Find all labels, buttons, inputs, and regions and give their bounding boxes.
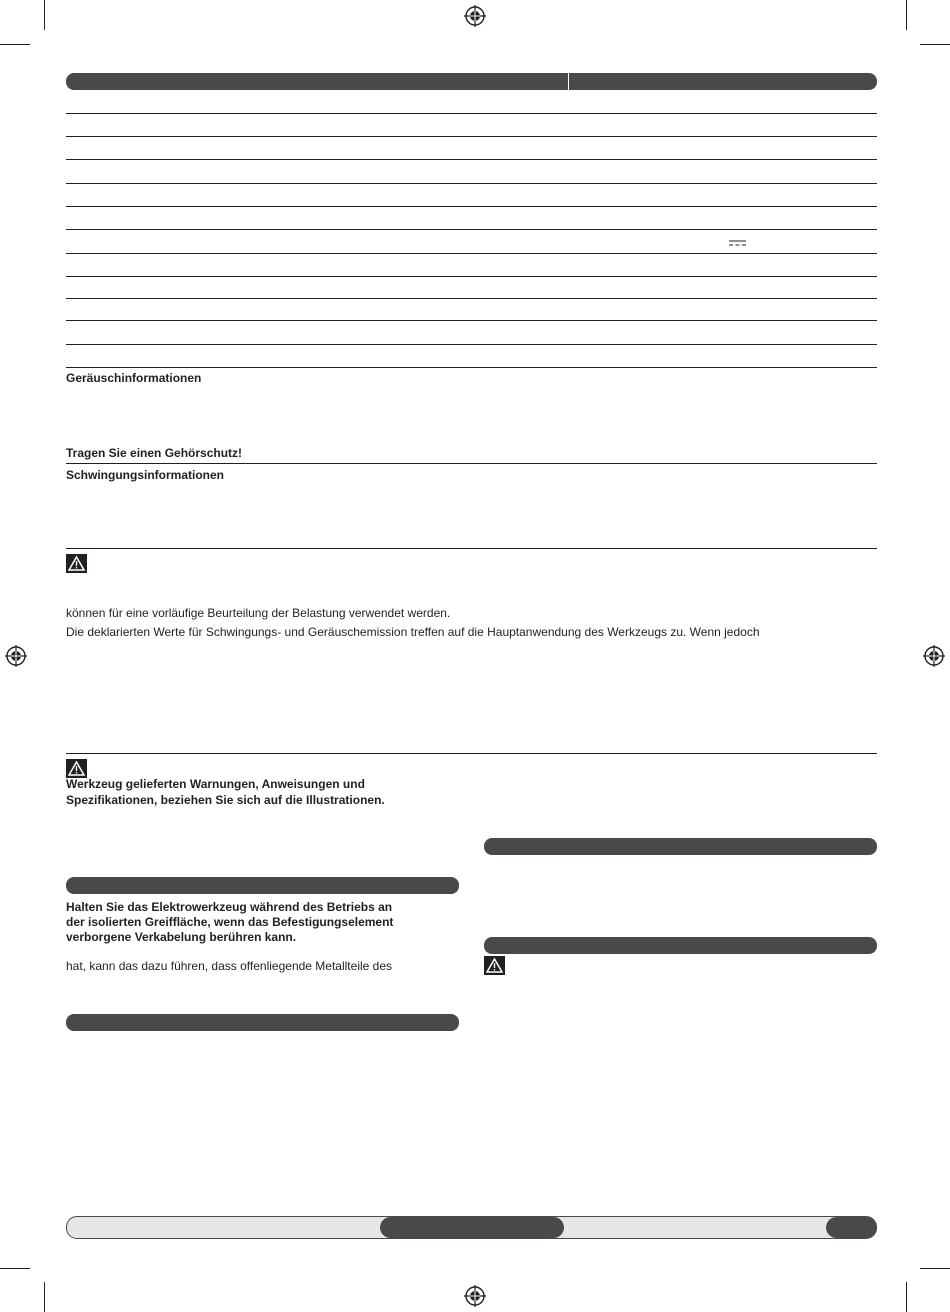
section-header-bar [484, 937, 877, 954]
vibration-info-heading: Schwingungsinformationen [66, 468, 224, 482]
safety-instruction-line: Halten Sie das Elektrowerkzeug während des Betriebs an [66, 900, 393, 914]
section-divider [66, 548, 877, 549]
registration-mark-icon [464, 5, 486, 27]
crop-mark [920, 44, 950, 45]
section-header-bar [66, 877, 459, 894]
registration-mark-icon [464, 1285, 486, 1307]
noise-info-heading: Geräuschinformationen [66, 371, 202, 385]
crop-mark [44, 1282, 45, 1312]
table-row-divider [66, 276, 877, 277]
crop-mark [906, 1282, 907, 1312]
warning-text-line: können für eine vorläufige Beurteilung der Belastung verwendet werden. [66, 606, 451, 620]
crop-mark [0, 1268, 30, 1269]
crop-mark [44, 0, 45, 30]
table-row-divider [66, 113, 877, 114]
crop-mark [920, 1268, 950, 1269]
table-row-divider [66, 367, 877, 368]
crop-mark [906, 0, 907, 30]
table-row-divider [66, 320, 877, 321]
warning-triangle-icon [66, 554, 87, 573]
safety-instruction-line: der isolierten Greiffläche, wenn das Befestigungselement [66, 915, 394, 929]
direct-current-icon [729, 239, 746, 247]
registration-mark-icon [5, 645, 27, 667]
table-row-divider [66, 344, 877, 345]
safety-instruction-line: verborgene Verkabelung berühren kann. [66, 930, 297, 944]
table-row-divider [66, 206, 877, 207]
table-row-divider [66, 136, 877, 137]
footer-page-tab [826, 1217, 877, 1238]
warning-text-line: Die deklarierten Werte für Schwingungs- und Geräuschemission treffen auf die Hauptanwendung des Werkzeugs zu. Wenn jedoch [66, 625, 760, 639]
section-header-bar [484, 838, 877, 855]
body-text-line: hat, kann das dazu führen, dass offenliegende Metallteile des [66, 959, 393, 973]
section-divider [66, 463, 877, 464]
warning-text-line: Werkzeug gelieferten Warnungen, Anweisungen und [66, 777, 365, 791]
registration-mark-icon [923, 645, 945, 667]
spec-table-header-left [66, 73, 568, 90]
table-row-divider [66, 159, 877, 160]
footer-center-tab [380, 1217, 564, 1238]
table-row-divider [66, 183, 877, 184]
section-header-bar [66, 1014, 459, 1031]
warning-triangle-icon [484, 956, 505, 975]
table-row-divider [66, 229, 877, 230]
crop-mark [0, 44, 30, 45]
hearing-protection-note: Tragen Sie einen Gehörschutz! [66, 446, 243, 460]
table-row-divider [66, 298, 877, 299]
warning-triangle-icon [66, 759, 87, 778]
spec-table-header-right [569, 73, 877, 90]
section-divider [66, 753, 877, 754]
warning-text-line: Spezifikationen, beziehen Sie sich auf die Illustrationen. [66, 793, 385, 807]
table-row-divider [66, 253, 877, 254]
